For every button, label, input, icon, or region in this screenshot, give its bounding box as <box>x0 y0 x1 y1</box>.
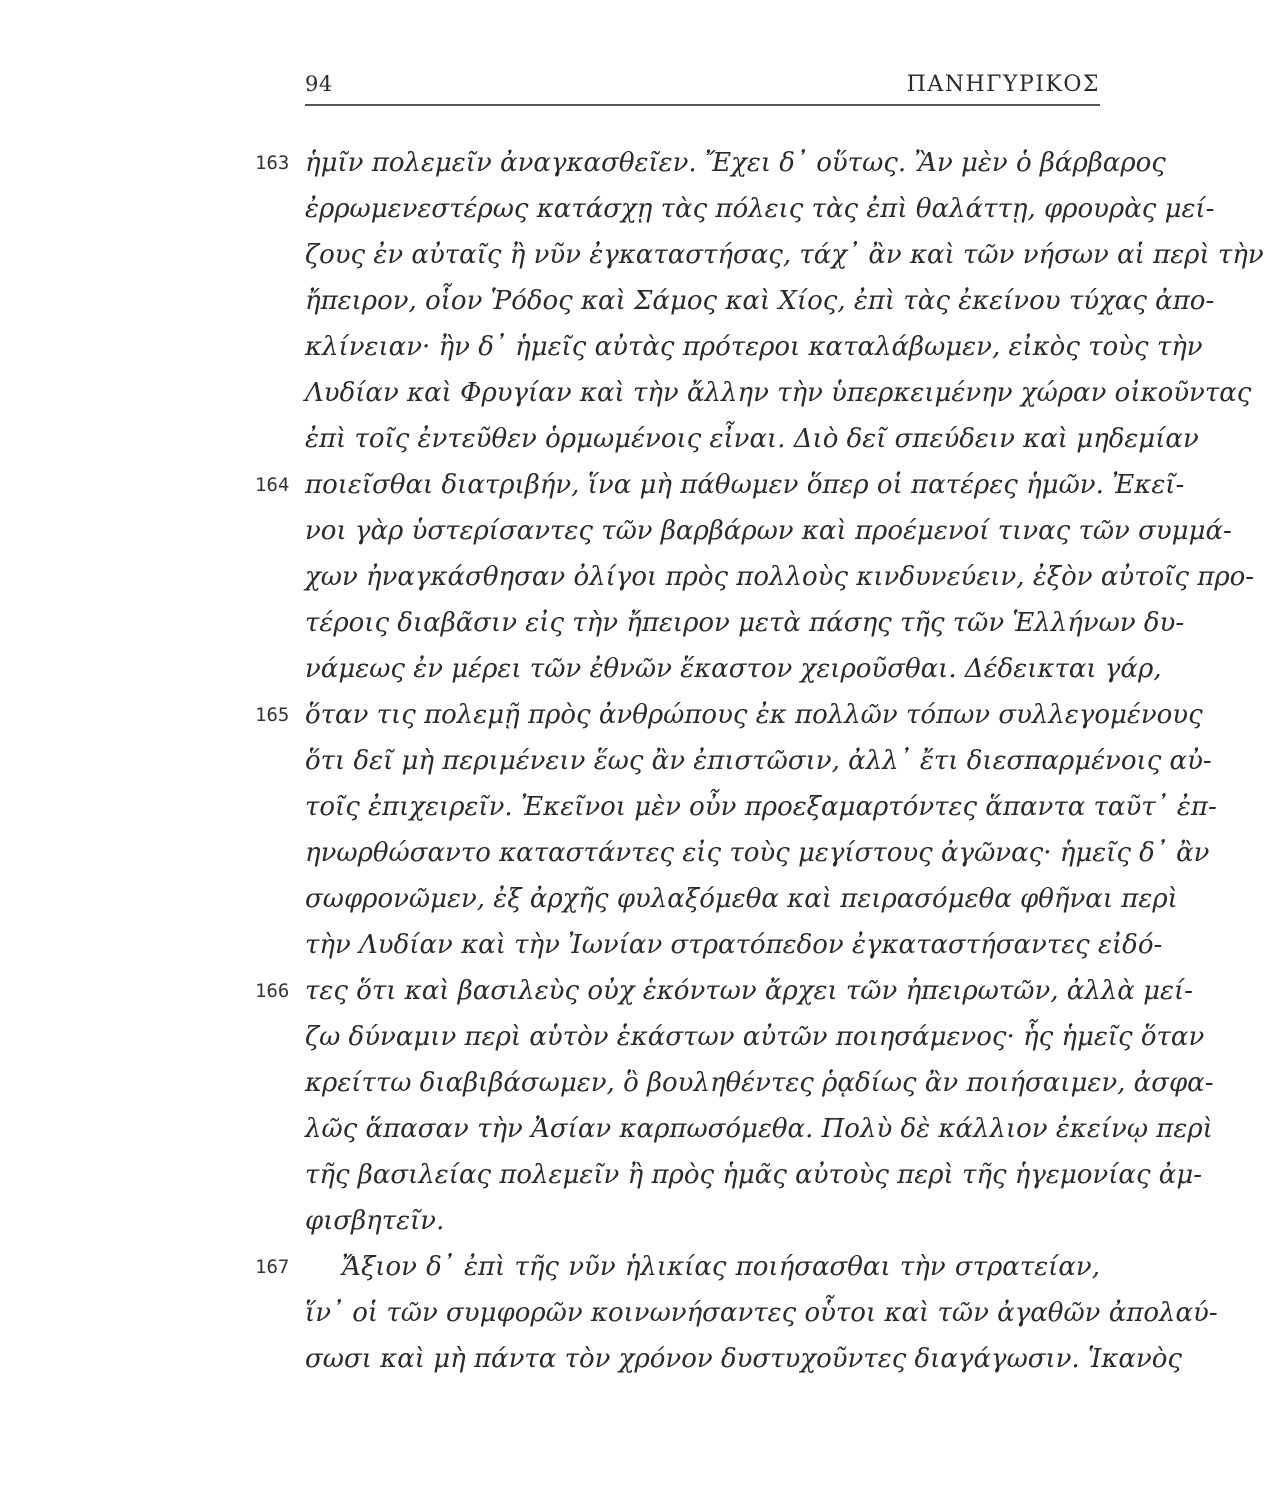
text-line: ηνωρθώσαντο καταστάντες εἰς τοὺς μεγίστους ἀγῶνας· ἡμεῖς δ᾽ ἂν <box>305 838 1210 868</box>
text-line: τῆς βασιλείας πολεμεῖν ἢ πρὸς ἡμᾶς αὐτοὺς περὶ τῆς ἡγεμονίας ἀμ- <box>305 1160 1203 1190</box>
section-number: 167 <box>255 1256 290 1278</box>
text-line: σωσι καὶ μὴ πάντα τὸν χρόνον δυστυχοῦντες διαγάγωσιν. Ἱκανὸς <box>305 1344 1182 1374</box>
text-line: ἵν᾽ οἱ τῶν συμφορῶν κοινωνήσαντες οὗτοι καὶ τῶν ἀγαθῶν ἀπολαύ- <box>305 1298 1218 1328</box>
text-line: νάμεως ἐν μέρει τῶν ἐθνῶν ἕκαστον χειροῦσθαι. Δέδεικται γάρ, <box>305 654 1162 684</box>
running-header <box>305 70 1100 106</box>
page-number: 94 <box>305 72 333 96</box>
text-line: σωφρονῶμεν, ἐξ ἀρχῆς φυλαξόμεθα καὶ πειρασόμεθα φθῆναι περὶ <box>305 884 1178 914</box>
text-line: ἡμῖν πολεμεῖν ἀναγκασθεῖεν. Ἔχει δ᾽ οὕτως. Ἂν μὲν ὁ βάρβαρος <box>305 148 1166 178</box>
text-line: ὅτι δεῖ μὴ περιμένειν ἕως ἂν ἐπιστῶσιν, ἀλλ᾽ ἔτι διεσπαρμένοις αὐ- <box>305 746 1212 776</box>
text-line: ἐπὶ τοῖς ἐντεῦθεν ὁρμωμένοις εἶναι. Διὸ δεῖ σπεύδειν καὶ μηδεμίαν <box>305 424 1199 454</box>
section-number: 163 <box>255 152 290 174</box>
text-line: τὴν Λυδίαν καὶ τὴν Ἰωνίαν στρατόπεδον ἐγκαταστήσαντες εἰδό- <box>305 930 1163 960</box>
section-number: 164 <box>255 474 290 496</box>
section-number: 165 <box>255 704 290 726</box>
section-number: 166 <box>255 980 290 1002</box>
text-line: ζω δύναμιν περὶ αὑτὸν ἑκάστων αὐτῶν ποιησάμενος· ἧς ἡμεῖς ὅταν <box>305 1022 1205 1052</box>
text-line: ζους ἐν αὐταῖς ἢ νῦν ἐγκαταστήσας, τάχ᾽ ἂν καὶ τῶν νήσων αἱ περὶ τὴν <box>305 240 1264 270</box>
text-line: κρείττω διαβιβάσωμεν, ὃ βουληθέντες ῥᾳδίως ἂν ποιήσαιμεν, ἀσφα- <box>305 1068 1214 1098</box>
text-line: τοῖς ἐπιχειρεῖν. Ἐκεῖνοι μὲν οὖν προεξαμαρτόντες ἅπαντα ταῦτ᾽ ἐπ- <box>305 792 1217 822</box>
text-line: χων ἠναγκάσθησαν ὀλίγοι πρὸς πολλοὺς κινδυνεύειν, ἐξὸν αὐτοῖς προ- <box>305 562 1255 592</box>
text-line: Ἄξιον δ᾽ ἐπὶ τῆς νῦν ἡλικίας ποιήσασθαι τὴν στρατείαν, <box>305 1252 1100 1282</box>
text-line: τες ὅτι καὶ βασιλεὺς οὐχ ἑκόντων ἄρχει τῶν ἠπειρωτῶν, ἀλλὰ μεί- <box>305 976 1193 1006</box>
text-line: φισβητεῖν. <box>305 1206 445 1236</box>
text-line: κλίνειαν· ἢν δ᾽ ἡμεῖς αὐτὰς πρότεροι καταλάβωμεν, εἰκὸς τοὺς τὴν <box>305 332 1203 362</box>
running-title: ΠΑΝΗΓΥΡΙΚΟΣ <box>906 72 1100 97</box>
text-line: ὅταν τις πολεμῇ πρὸς ἀνθρώπους ἐκ πολλῶν τόπων συλλεγομένους <box>305 700 1203 730</box>
text-line: Λυδίαν καὶ Φρυγίαν καὶ τὴν ἄλλην τὴν ὑπερκειμένην χώραν οἰκοῦντας <box>305 378 1252 408</box>
text-line: ἐρρωμενεστέρως κατάσχῃ τὰς πόλεις τὰς ἐπὶ θαλάττῃ, φρουρὰς μεί- <box>305 194 1215 224</box>
text-line: ἤπειρον, οἷον Ῥόδος καὶ Σάμος καὶ Χίος, ἐπὶ τὰς ἐκείνου τύχας ἀπο- <box>305 286 1215 316</box>
text-line: νοι γὰρ ὑστερίσαντες τῶν βαρβάρων καὶ προέμενοί τινας τῶν συμμά- <box>305 516 1232 546</box>
text-line: ποιεῖσθαι διατριβήν, ἵνα μὴ πάθωμεν ὅπερ οἱ πατέρες ἡμῶν. Ἐκεῖ- <box>305 470 1185 500</box>
text-line: λῶς ἅπασαν τὴν Ἀσίαν καρπωσόμεθα. Πολὺ δὲ κάλλιον ἐκείνῳ περὶ <box>305 1114 1213 1144</box>
text-line: τέροις διαβᾶσιν εἰς τὴν ἤπειρον μετὰ πάσης τῆς τῶν Ἑλλήνων δυ- <box>305 608 1185 638</box>
